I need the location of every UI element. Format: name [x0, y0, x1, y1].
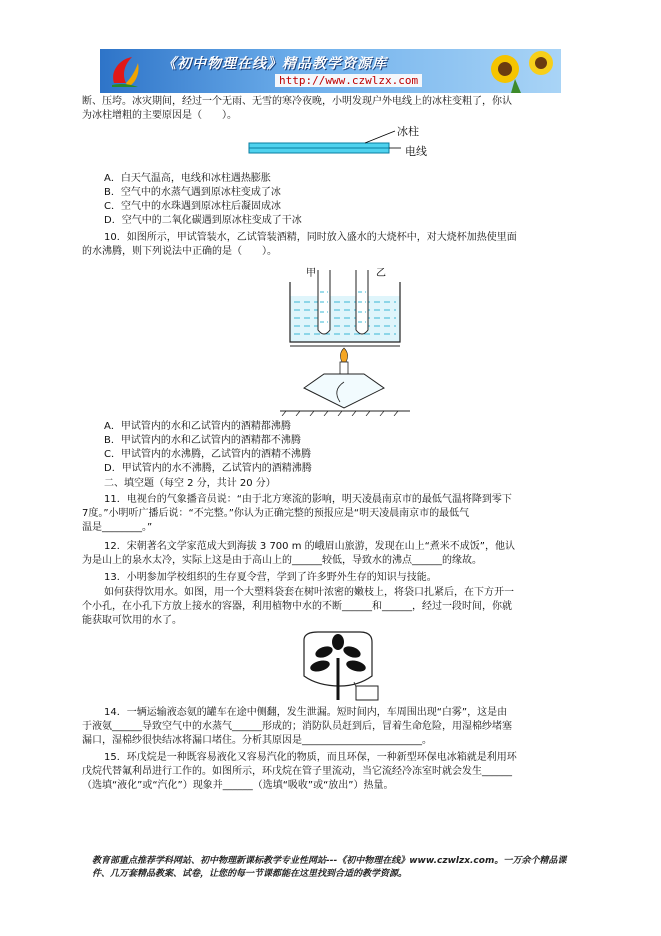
text-line: 如何获得饮用水。如图，用一个大塑料袋套在树叶浓密的嫩枝上，将袋口扎紧后，在下方开一 [104, 587, 514, 598]
text-line: 的水沸腾，则下列说法中正确的是（ ）。 [82, 246, 277, 257]
page-footer [92, 855, 566, 881]
section-heading: 二、填空题（每空 2 分，共计 20 分） [104, 478, 276, 489]
option-b: B．甲试管内的水和乙试管内的酒精都不沸腾 [104, 435, 301, 446]
option-c: C．甲试管内的水沸腾，乙试管内的酒精不沸腾 [104, 449, 311, 460]
plant-bag-figure [298, 630, 388, 702]
banner-url[interactable]: http://www.czwlzx.com [275, 74, 422, 87]
question-13: 13．小明参加学校组织的生存夏令营，学到了许多野外生存的知识与技能。 [104, 572, 437, 583]
ice-pillar-label: 冰柱 [397, 125, 419, 138]
option-c: C．空气中的水珠遇到原冰柱后凝固成冰 [104, 201, 281, 212]
ice-wire-figure [245, 123, 455, 167]
text-line: 漏口，湿棉纱很快结冰将漏口堵住。分析其原因是________________________。 [82, 735, 432, 746]
question-12: 12．宋朝著名文学家范成大到海拔 3 700 m 的峨眉山旅游，发现在山上“煮米不成饭”，他认 [104, 541, 515, 552]
text-line: 为是山上的泉水太冷，实际上这是由于高山上的______较低，导致水的沸点______的缘故。 [82, 555, 482, 566]
text-line: 为冰柱增粗的主要原因是（ ）。 [82, 110, 237, 121]
option-b: B．空气中的水蒸气遇到原冰柱变成了冰 [104, 187, 281, 198]
text-line: 戊烷代替氟利昂进行工作的。如图所示，环戊烷在管子里流动，当它流经冷冻室时就会发生______ [82, 766, 512, 777]
wire-label: 电线 [405, 145, 427, 158]
text-line: 于液氨______导致空气中的水蒸气______形成的；消防队员赶到后，冒着生命危险，用湿棉纱堵塞 [82, 721, 512, 732]
footer-line: 教育部重点推荐学科网站、初中物理新课标教学专业性网站---《初中物理在线》www.czwlzx.com。一万余个精品课 [92, 856, 567, 866]
option-a: A．白天气温高，电线和冰柱遇热膨胀 [104, 173, 271, 184]
question-14: 14．一辆运输液态氨的罐车在途中侧翻，发生泄漏。短时间内，车周围出现“白雾”，这是由 [104, 707, 508, 718]
footer-line: 件、几万套精品教案、试卷，让您的每一节课都能在这里找到合适的教学资源。 [92, 869, 408, 879]
banner-title: 《初中物理在线》精品教学资源库 [162, 56, 387, 72]
text-line: 断、压垮。冰灾期间，经过一个无雨、无雪的寒冷夜晚，小明发现户外电线上的冰柱变粗了，你认 [82, 96, 512, 107]
text-line: 能获取可饮用的水了。 [82, 615, 182, 626]
text-line: 7度。”小明听广播后说：“不完整。”你认为正确完整的预报应是“明天凌晨南京市的最低气 [82, 508, 470, 519]
option-d: D．甲试管内的水不沸腾，乙试管内的酒精沸腾 [104, 463, 312, 474]
question-11: 11．电视台的气象播音员说：“由于北方寒流的影响，明天凌晨南京市的最低气温将降到零下 [104, 494, 512, 505]
question-10: 10．如图所示，甲试管装水，乙试管装酒精，同时放入盛水的大烧杯中，对大烧杯加热使里面 [104, 232, 517, 243]
text-line: 温是________。” [82, 522, 153, 533]
header-banner [100, 49, 561, 93]
sunflower-icon [471, 49, 561, 93]
text-line: （选填“液化”或“汽化”）现象并______（选填“吸收”或“放出”）热量。 [82, 780, 394, 791]
logo-icon [108, 53, 142, 89]
tube-jia-label: 甲 [306, 268, 316, 279]
beaker-heating-figure [280, 262, 410, 416]
option-d: D．空气中的二氧化碳遇到原冰柱变成了干冰 [104, 215, 302, 226]
tube-yi-label: 乙 [376, 268, 386, 279]
option-a: A．甲试管内的水和乙试管内的酒精都沸腾 [104, 421, 291, 432]
text-line: 个小孔，在小孔下方放上接水的容器，利用植物中水的不断______和______，经过一段时间，你就 [82, 601, 512, 612]
question-15: 15．环戊烷是一种既容易液化又容易汽化的物质，而且环保，一种新型环保电冰箱就是利用环 [104, 752, 517, 763]
